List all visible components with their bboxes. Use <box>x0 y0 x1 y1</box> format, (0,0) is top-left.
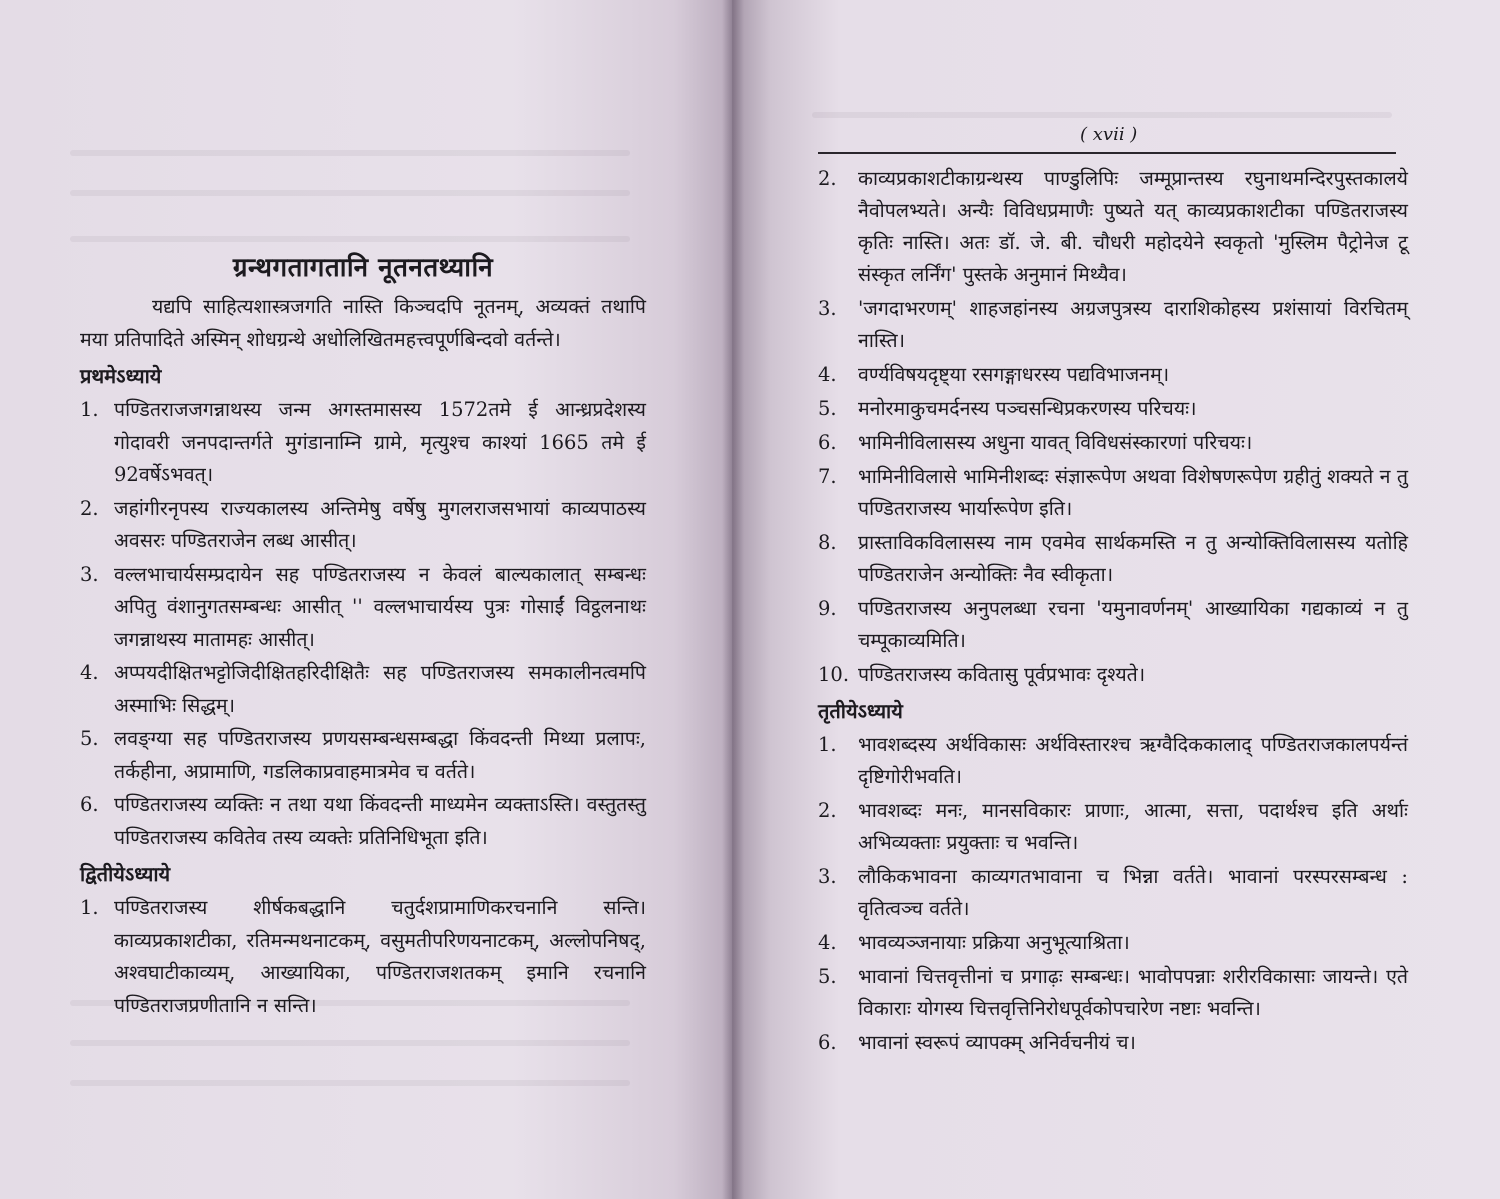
list-item <box>818 461 1408 525</box>
list-item <box>818 527 1408 591</box>
item-text: भावशब्दः मनः, मानसविकारः प्राणाः, आत्मा, सत्ता, पदार्थश्च इति अर्थाः अभिव्यक्ताः प्रयुक्ताः च भवन्ति। <box>858 799 1408 854</box>
item-number: 9. <box>818 597 837 620</box>
item-number: 2. <box>818 799 837 822</box>
item-text: लौकिकभावना काव्यगतभावाना च भिन्ना वर्तते। भावानां परस्परसम्बन्ध : वृतित्वञ्च वर्तते। <box>858 865 1408 920</box>
section-heading-third-chapter: तृतीयेऽध्याये <box>818 699 903 723</box>
item-number: 3. <box>818 297 837 320</box>
section-heading-second-chapter: द्वितीयेऽध्याये <box>80 862 171 886</box>
list-item <box>818 927 1408 959</box>
item-text: पण्डितराजजगन्नाथस्य जन्म अगस्तमासस्य 1572तमे ई आन्ध्रप्रदेशस्य गोदावरी जनपदान्तर्गते मुगंडानाम्नि ग्रामे, मृत्युश्च काश्यां 1665 तमे ई 92वर्षेऽभवत्। <box>114 398 646 486</box>
list-item <box>818 795 1408 859</box>
list-item <box>818 163 1408 291</box>
item-number: 6. <box>80 793 99 816</box>
second-chapter-list-continued <box>818 163 1408 691</box>
item-number: 4. <box>818 931 837 954</box>
list-item <box>818 593 1408 657</box>
item-text: प्रास्ताविकविलासस्य नाम एवमेव सार्थकमस्ति न तु अन्योक्तिविलासस्य यतोहि पण्डितराजेन अन्योक्तिः नैव स्वीकृता। <box>858 531 1408 586</box>
list-item <box>818 659 1408 691</box>
item-number: 3. <box>818 865 837 888</box>
list-item <box>80 493 646 558</box>
item-number: 8. <box>818 531 837 554</box>
list-item <box>818 961 1408 1025</box>
second-chapter-list <box>80 892 646 1022</box>
item-text: वल्लभाचार्यसम्प्रदायेन सह पण्डितराजस्य न केवलं बाल्यकालात् सम्बन्धः अपितु वंशानुगतसम्बन्धः आसीत् '' वल्लभाचार्यस्य पुत्रः गोसाईं विट्ठलनाथः जगन्नाथस्य मातामहः आसीत्। <box>114 562 646 651</box>
first-chapter-list <box>80 394 646 854</box>
item-number: 5. <box>80 727 99 750</box>
item-number: 1. <box>80 398 99 421</box>
list-item <box>80 657 646 722</box>
item-text: भावशब्दस्य अर्थविकासः अर्थविस्तारश्च ऋग्वैदिककालाद् पण्डितराजकालपर्यन्तं दृष्टिगोरीभवति। <box>858 733 1408 788</box>
list-item <box>818 729 1408 793</box>
item-text: काव्यप्रकाशटीकाग्रन्थस्य पाण्डुलिपिः जम्मूप्रान्तस्य रघुनाथमन्दिरपुस्तकालये नैवोपलभ्यते। अन्यैः विविधप्रमाणैः पुष्यते यत् काव्यप्रकाशटीका पण्डितराजस्य कृतिः नास्ति। अतः डॉ. जे. बी. चौधरी महोदयेने स्वकृतो 'मुस्लिम पैट्रोनेज टू संस्कृत लर्निंग' पुस्तके अनुमानं मिथ्यैव। <box>858 167 1408 286</box>
item-number: 5. <box>818 397 837 420</box>
left-page-content <box>80 248 646 1023</box>
item-number: 6. <box>818 431 837 454</box>
list-item <box>80 723 646 788</box>
item-text: भावव्यञ्जनायाः प्रक्रिया अनुभूत्याश्रिता। <box>858 931 1130 954</box>
list-item <box>80 892 646 1022</box>
item-number: 3. <box>80 562 99 586</box>
item-text: भावानां स्वरूपं व्यापक्म् अनिर्वचनीयं च। <box>858 1031 1136 1054</box>
item-text: वर्ण्यविषयदृष्ट्या रसगङ्गाधरस्य पद्यविभाजनम्। <box>858 363 1170 386</box>
item-text: पण्डितराजस्य कवितासु पूर्वप्रभावः दृश्यते। <box>858 663 1146 686</box>
list-item <box>818 293 1408 357</box>
item-text: अप्पयदीक्षितभट्टोजिदीक्षितहरिदीक्षितैः सह पण्डितराजस्य समकालीनत्वमपि अस्माभिः सिद्धम्। <box>114 661 646 717</box>
list-item <box>818 1027 1408 1059</box>
item-text: मनोरमाकुचमर्दनस्य पञ्चसन्धिप्रकरणस्य परिचयः। <box>858 397 1197 420</box>
section-heading-first-chapter: प्रथमेऽध्याये <box>80 364 162 388</box>
item-number: 1. <box>80 896 99 919</box>
intro-paragraph: यद्यपि साहित्यशास्त्रजगति नास्ति किञ्चदपि नूतनम्, अव्यक्तं तथापि मया प्रतिपादिते अस्मिन् शोधग्रन्थे अधोलिखितमहत्त्वपूर्णबिन्दवो वर्तन्ते। <box>80 295 646 351</box>
list-item <box>80 559 646 657</box>
right-page-content <box>818 163 1408 1061</box>
third-chapter-list <box>818 729 1408 1059</box>
list-item <box>818 427 1408 459</box>
item-number: 4. <box>818 363 837 386</box>
item-number: 10. <box>818 663 850 686</box>
item-text: 'जगदाभरणम्' शाहजहांनस्य अग्रजपुत्रस्य दाराशिकोहस्य प्रशंसायां विरचितम् नास्ति। <box>858 297 1408 352</box>
chapter-title: ग्रन्थगतागतानि नूतनतथ्यानि <box>232 253 494 283</box>
item-number: 6. <box>818 1031 837 1054</box>
item-number: 1. <box>818 733 837 756</box>
item-text: भामिनीविलासे भामिनीशब्दः संज्ञारूपेण अथवा विशेषणरूपेण ग्रहीतुं शक्यते न तु पण्डितराजस्य भार्यारूपेण इति। <box>858 465 1408 520</box>
item-number: 4. <box>80 661 99 684</box>
list-item <box>80 789 646 854</box>
item-number: 5. <box>818 965 837 988</box>
item-text: पण्डितराजस्य अनुपलब्धा रचना 'यमुनावर्णनम्' आख्यायिका गद्यकाव्यं न तु चम्पूकाव्यमिति। <box>858 597 1408 652</box>
item-text: जहांगीरनृपस्य राज्यकालस्य अन्तिमेषु वर्षेषु मुगलराजसभायां काव्यपाठस्य अवसरः पण्डितराजेन लब्ध आसीत्। <box>114 496 646 552</box>
item-number: 2. <box>80 496 99 520</box>
list-item <box>80 394 646 492</box>
list-item <box>818 359 1408 391</box>
item-text: पण्डितराजस्य व्यक्तिः न तथा यथा किंवदन्ती माध्यमेन व्यक्ताऽस्ति। वस्तुतस्तु पण्डितराजस्य कवितेव तस्य व्यक्तेः प्रतिनिधिभूता इति। <box>114 793 646 849</box>
item-number: 2. <box>818 167 837 190</box>
item-text: भावानां चित्तवृत्तीनां च प्रगाढ़ः सम्बन्धः। भावोपपन्नाः शरीरविकासाः जायन्ते। एते विकाराः योगस्य चित्तवृत्तिनिरोधपूर्वकोपचारेण नष्टाः भवन्ति। <box>858 965 1408 1020</box>
book-gutter <box>722 0 744 1199</box>
page-number: ( xvii ) <box>1080 124 1138 145</box>
item-text: भामिनीविलासस्य अधुना यावत् विविधसंस्कारणां परिचयः। <box>858 431 1253 454</box>
list-item <box>818 861 1408 925</box>
item-text: पण्डितराजस्य शीर्षकबद्धानि चतुर्दशप्रामाणिकरचनानि सन्ति। काव्यप्रकाशटीका, रतिमन्मथनाटकम्, वसुमतीपरिणयनाटकम्, अल्लोपनिषद्, अश्वघाटीकाव्यम्, आख्यायिका, पण्डितराजशतकम् इमानि रचनानि पण्डितराजप्रणीतानि न सन्ति। <box>114 896 646 1017</box>
list-item <box>818 393 1408 425</box>
item-number: 7. <box>818 465 837 488</box>
item-text: लवङ्ग्या सह पण्डितराजस्य प्रणयसम्बन्धसम्बद्धा किंवदन्ती मिथ्या प्रलापः, तर्कहीना, अप्रामाणि, गडलिकाप्रवाहमात्रमेव च वर्तते। <box>114 727 646 783</box>
header-rule <box>818 152 1396 154</box>
